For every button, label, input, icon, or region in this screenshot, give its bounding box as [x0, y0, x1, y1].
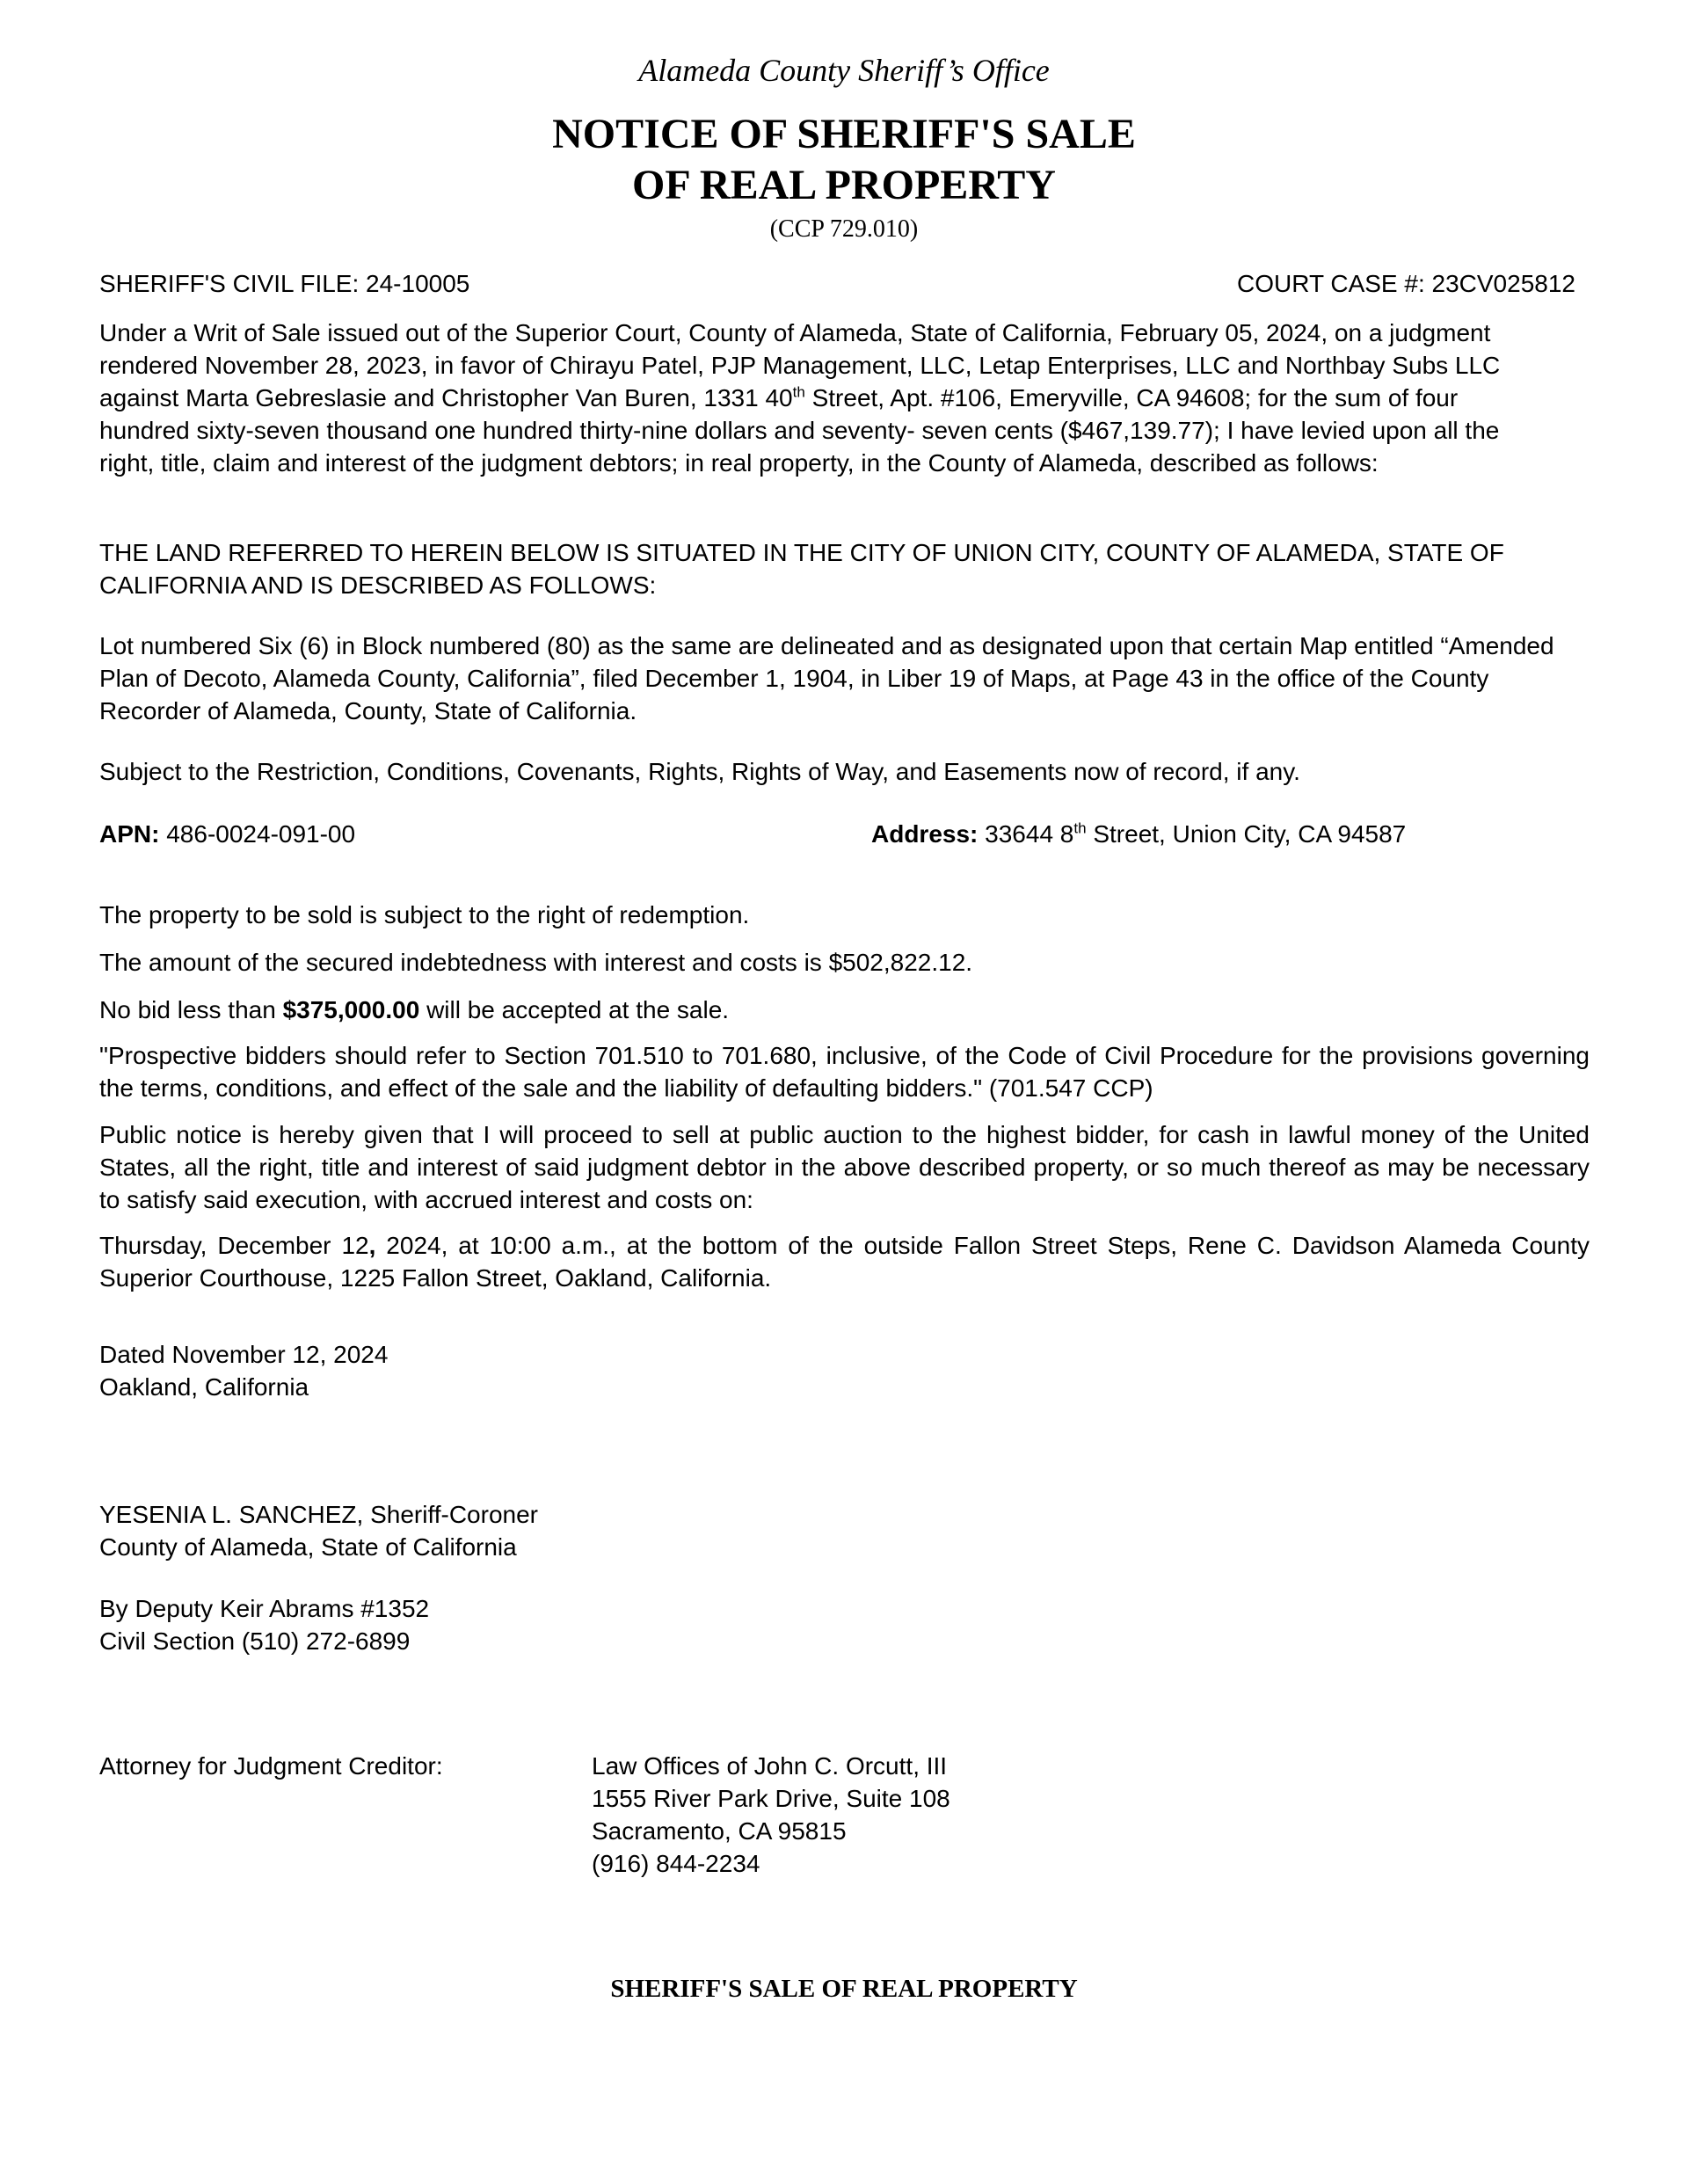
apn-label: APN: — [99, 820, 160, 848]
attorney-label: Attorney for Judgment Creditor: — [99, 1752, 443, 1780]
min-bid-amount: $375,000.00 — [282, 996, 420, 1023]
min-bid-pre: No bid less than — [99, 996, 283, 1023]
dated-location: Oakland, California — [99, 1373, 309, 1401]
attorney-street: 1555 River Park Drive, Suite 108 — [592, 1785, 950, 1812]
notice-title-line2: OF REAL PROPERTY — [632, 162, 1056, 208]
address-ordinal-suffix: th — [1073, 819, 1087, 837]
civil-file-number: SHERIFF'S CIVIL FILE: 24-10005 — [99, 270, 470, 297]
agency-name: Alameda County Sheriff’s Office — [638, 53, 1050, 88]
writ-ordinal-suffix: th — [792, 383, 805, 401]
writ-paragraph — [99, 317, 1541, 479]
minimum-bid-note — [99, 994, 1590, 1026]
redemption-note: The property to be sold is subject to the right of redemption. — [99, 901, 750, 928]
sale-date-paragraph — [99, 1229, 1590, 1294]
public-notice-paragraph: Public notice is hereby given that I will proceed to sell at public auction to the highest bidder, for cash in lawful money of the United States, all the right, title and interest of said judgment debtor in the above described property, or so much thereof as may be necessary to satisfy said execution, with accrued interest and costs on: — [99, 1121, 1590, 1213]
address-line — [871, 818, 1406, 850]
attorney-phone: (916) 844-2234 — [592, 1850, 760, 1877]
address-part1: 33644 8 — [978, 820, 1074, 848]
attorney-city: Sacramento, CA 95815 — [592, 1817, 847, 1845]
writ-text-part1: Under a Writ of Sale issued out of the Superior Court, County of Alameda, State of California, February 05, 2024, on a judgment rendered November 28, 2023, in favor of Chirayu Patel, PJP Management, LLC, Letap Enterprises, LLC and Northbay Subs LLC against Marta Gebreslasie and Christopher Van Buren, 1331 40 — [99, 319, 1501, 411]
apn-value: 486-0024-091-00 — [159, 820, 356, 848]
indebtedness-note: The amount of the secured indebtedness with interest and costs is $502,822.12. — [99, 949, 973, 976]
bidders-paragraph: "Prospective bidders should refer to Section 701.510 to 701.680, inclusive, of the Code of Civil Procedure for the provisions governing the terms, conditions, and effect of the sale and the liability of defaulting bidders." (701.547 CCP) — [99, 1042, 1590, 1102]
address-part2: Street, Union City, CA 94587 — [1086, 820, 1407, 848]
sheriff-name: YESENIA L. SANCHEZ, Sheriff-Coroner — [99, 1501, 538, 1528]
page-footer: SHERIFF'S SALE OF REAL PROPERTY — [610, 1975, 1078, 2003]
sheriff-county: County of Alameda, State of California — [99, 1533, 517, 1561]
sale-date-post: 2024, at 10:00 a.m., at the bottom of the outside Fallon Street Steps, Rene C. Davidson Alameda County Superior Courthouse, 1225 Fallon Street, Oakland, California. — [99, 1232, 1590, 1292]
sale-date-comma: , — [368, 1232, 376, 1259]
apn-line — [99, 818, 355, 850]
subject-to-paragraph: Subject to the Restriction, Conditions, Covenants, Rights, Rights of Way, and Easements now of record, if any. — [99, 758, 1300, 785]
land-heading: THE LAND REFERRED TO HEREIN BELOW IS SITUATED IN THE CITY OF UNION CITY, COUNTY OF ALAMEDA, STATE OF CALIFORNIA AND IS DESCRIBED AS FOLLOWS: — [99, 539, 1504, 599]
sale-date-pre: Thursday, December 12 — [99, 1232, 369, 1259]
lot-description: Lot numbered Six (6) in Block numbered (80) as the same are delineated and as designated upon that certain Map entitled “Amended Plan of Decoto, Alameda County, California”, filed December 1, 1904, in Liber 19 of Maps, at Page 43 in the office of the County Recorder of Alameda, County, State of California. — [99, 632, 1554, 724]
min-bid-post: will be accepted at the sale. — [419, 996, 730, 1023]
notice-title-line1: NOTICE OF SHERIFF'S SALE — [552, 111, 1136, 157]
court-case-number: COURT CASE #: 23CV025812 — [1237, 270, 1575, 297]
attorney-name: Law Offices of John C. Orcutt, III — [592, 1752, 948, 1780]
dated-line: Dated November 12, 2024 — [99, 1341, 389, 1368]
statute-reference: (CCP 729.010) — [769, 215, 919, 243]
writ-text-part2: Street, Apt. #106, Emeryville, CA 94608; for the sum of four hundred sixty-seven thousand one hundred thirty-nine dollars and seventy- seven cents ($467,139.77); I have levied upon all the right, title, claim and interest of the judgment debtors; in real property, in the County of Alameda, described as follows: — [99, 384, 1500, 477]
civil-section-phone: Civil Section (510) 272-6899 — [99, 1627, 411, 1655]
address-label: Address: — [871, 820, 979, 848]
deputy-name: By Deputy Keir Abrams #1352 — [99, 1595, 430, 1622]
